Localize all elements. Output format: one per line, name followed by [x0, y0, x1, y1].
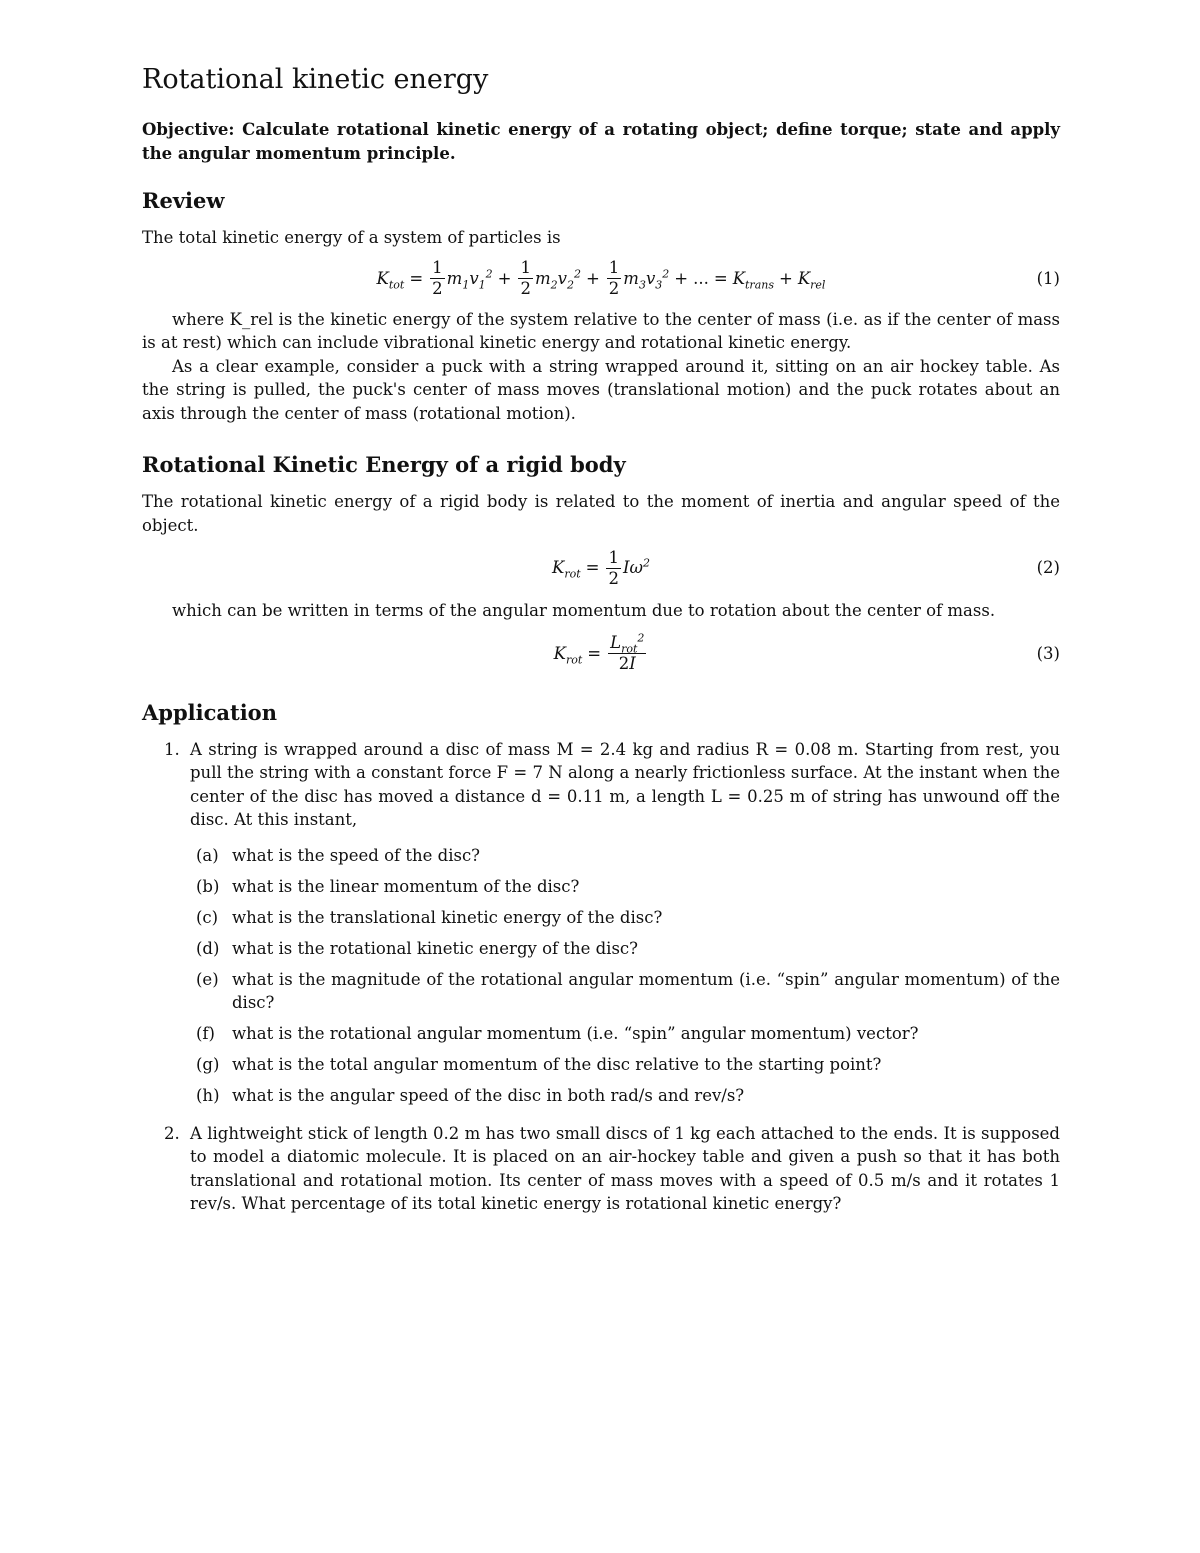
problem-text: A string is wrapped around a disc of mass M = 2.4 kg and radius R = 0.08 m. Starting from rest, you pull the string with a constant force F = 7 N along a nearly frictionless surface. At the instant when the center of the disc has moved a distance d = 0.11 m, a length L = 0.25 m of string has unwound off the disc. At this instant,: [190, 739, 1060, 829]
page-title: Rotational kinetic energy: [142, 64, 489, 95]
problem-number: 2.: [164, 1123, 180, 1143]
subquestion-item: [190, 968, 1060, 1015]
equation-2: $K_{rot}$ = $\frac{1}{2}$ $I\omega^2$ (2): [552, 547, 1060, 588]
equation-3: $K_{rot}$ = $\frac{L_{rot}^2}{2I}$ (3): [553, 631, 1060, 673]
rigid-body-between: which can be written in terms of the angular momentum due to rotation about the center of mass.: [172, 601, 996, 620]
review-paragraph-2: As a clear example, consider a puck with a string wrapped around it, sitting on an air hockey table. As the string is pulled, the puck's center of mass moves (translational motion) and the puck rotates about an axis through the center of mass (rotational motion).: [142, 356, 1060, 423]
subquestion-text: what is the rotational kinetic energy of the disc?: [232, 938, 639, 958]
subquestion-item: [190, 875, 1060, 899]
subquestion-item: [190, 844, 1060, 868]
section-heading-review: Review: [142, 188, 225, 213]
subquestion-label: (e): [196, 969, 219, 989]
subquestion-item: [190, 937, 1060, 961]
subquestion-item: [190, 1084, 1060, 1108]
subquestion-text: what is the total angular momentum of the disc relative to the starting point?: [232, 1055, 882, 1074]
rigid-body-intro: The rotational kinetic energy of a rigid body is related to the moment of inertia and angular speed of the object.: [142, 492, 1060, 535]
problem-text: A lightweight stick of length 0.2 m has two small discs of 1 kg each attached to the ends. It is supposed to model a diatomic molecule. It is placed on an air-hockey table and given a push so that it has both translational and rotational motion. Its center of mass moves with a speed of 0.5 m/s and it rotates 1 rev/s. What percentage of its total kinetic energy is rotational kinetic energy?: [190, 1123, 1060, 1213]
section-heading-application: Application: [142, 699, 277, 725]
subquestion-label: (b): [196, 876, 220, 896]
subquestion-label: (a): [196, 845, 219, 865]
subquestion-text: what is the linear momentum of the disc?: [232, 876, 580, 896]
problem-item: [142, 738, 1060, 1108]
subquestion-item: [190, 906, 1060, 930]
subquestion-label: (f): [196, 1024, 215, 1043]
subquestion-text: what is the angular speed of the disc in both rad/s and rev/s?: [232, 1086, 745, 1105]
equation-number: (3): [1036, 643, 1060, 663]
subquestion-item: [190, 1022, 1060, 1046]
problem-number: 1.: [164, 739, 180, 759]
section-heading-rigid-body: Rotational Kinetic Energy of a rigid body: [142, 452, 626, 477]
subquestion-text: what is the translational kinetic energy of the disc?: [232, 907, 663, 927]
equation-number: (2): [1036, 558, 1060, 578]
subquestion-text: what is the rotational angular momentum (i.e. “spin” angular momentum) vector?: [232, 1024, 919, 1043]
review-intro: The total kinetic energy of a system of particles is: [142, 228, 561, 247]
subquestion-text: what is the speed of the disc?: [232, 845, 481, 865]
subquestion-label: (g): [196, 1055, 220, 1074]
problem-item: [142, 1122, 1060, 1216]
subquestion-item: [190, 1053, 1060, 1077]
document-page: [142, 62, 1060, 1230]
equation-number: (1): [1036, 268, 1060, 288]
subquestion-label: (d): [196, 938, 220, 958]
subquestion-text: what is the magnitude of the rotational angular momentum (i.e. “spin” angular momentum) of the disc?: [232, 969, 1060, 1012]
subquestion-label: (c): [196, 907, 219, 927]
equation-1: $K_{tot}$ = $\frac{1}{2}$ $m_1v_1^2$ + $\frac{1}{2}$ $m_2v_2^2$ + $\frac{1}{2}$ $m_3v_3^2$ + ... = $K_{trans}$ + $K_{rel}$ (1): [376, 258, 1060, 298]
subquestion-label: (h): [196, 1086, 220, 1105]
review-paragraph-1: where K_rel is the kinetic energy of the system relative to the center of mass (i.e. as if the center of mass is at rest) which can include vibrational kinetic energy and rotational kinetic energy.: [142, 309, 1060, 352]
problem-list: [142, 738, 1060, 1216]
subquestion-list: [190, 844, 1060, 1108]
objective: Objective: Calculate rotational kinetic energy of a rotating object; define torque; state and apply the angular momentum principle.: [142, 120, 1060, 163]
